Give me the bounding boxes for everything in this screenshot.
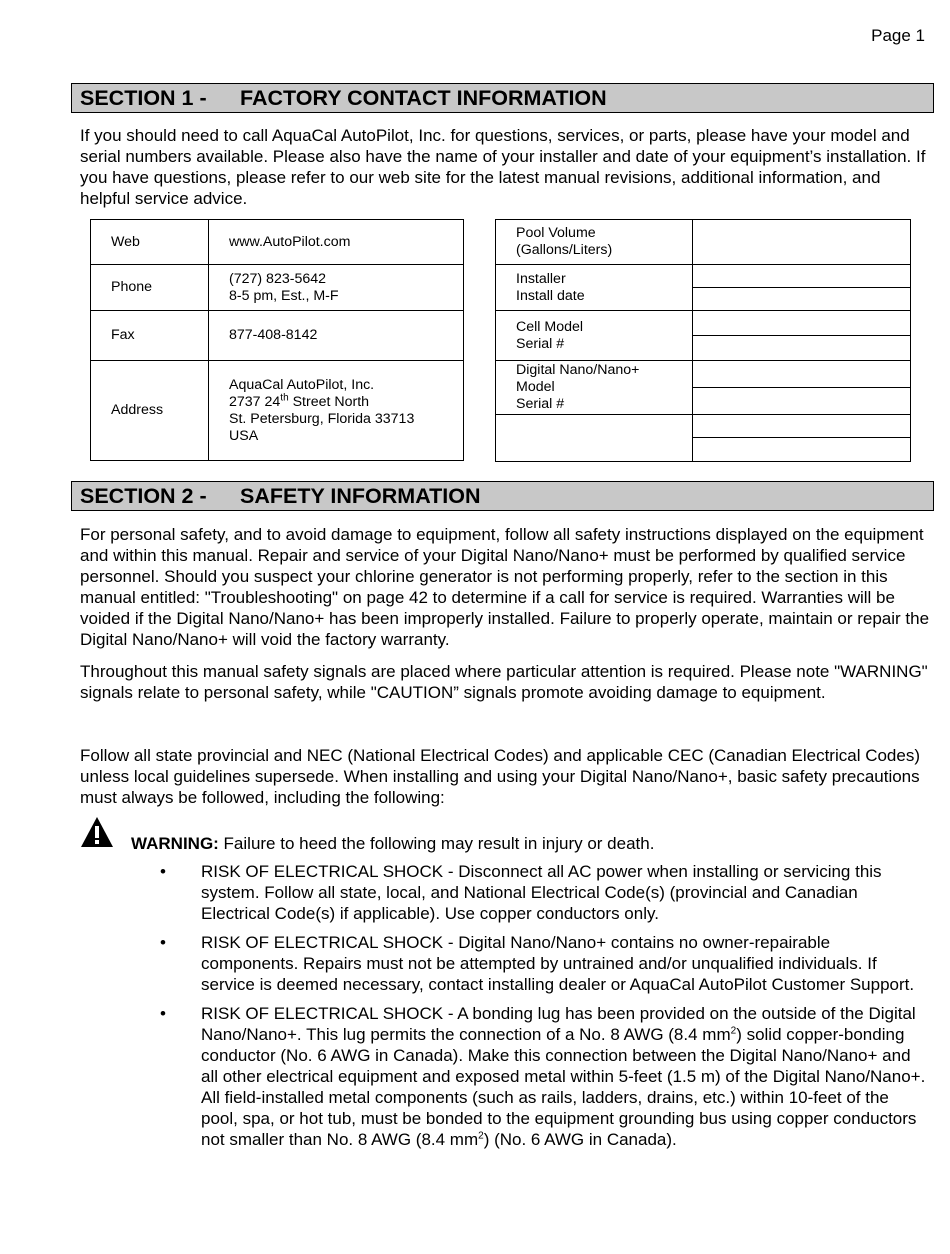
section-1-header [71, 83, 934, 113]
table-row [496, 311, 911, 336]
installer-field[interactable] [693, 265, 911, 288]
owner-info-table [495, 219, 911, 462]
section-1-intro: If you should need to call AquaCal AutoPilot, Inc. for questions, services, or parts, please have your model and serial numbers available. Please also have the name of your installer and date of your equipment’s installation. If you have questions, please refer to our web site for the latest manual revisions, additional information, and helpful service advice. [80, 126, 926, 208]
address-superscript: th [280, 391, 289, 403]
nano-serial-text: Serial # [516, 396, 565, 412]
nano-name-text: Digital Nano/Nano+ [516, 362, 640, 378]
contact-table [90, 219, 464, 461]
pool-volume-field[interactable] [693, 220, 911, 265]
list-item [160, 1003, 928, 1150]
blank-field-2[interactable] [693, 438, 911, 462]
section-1-number: SECTION 1 - [80, 86, 207, 110]
address-line-4: USA [229, 427, 259, 444]
table-row [91, 265, 464, 311]
superscript: 2 [478, 1130, 484, 1142]
blank-label [496, 415, 693, 462]
address-line-1: AquaCal AutoPilot, Inc. [229, 376, 375, 393]
phone-label: Phone [91, 265, 209, 311]
bullet-text [201, 1004, 925, 1149]
fax-value: 877-408-8142 [209, 311, 464, 361]
bullet-dot: • [160, 862, 166, 881]
phone-value [209, 265, 464, 311]
phone-hours: 8-5 pm, Est., M-F [229, 287, 339, 304]
cell-serial-text: Serial # [516, 335, 565, 352]
bullet-text-part-2: ) solid copper-bonding conductor (No. 6 AWG in Canada). Make this connection between the Digital Nano/Nano+ and all other electrical equipment and exposed metal within 5-feet (1.5 m) of the Digital Nano/Nano+. All field-installed metal components (such as rails, ladders, drains, etc.) within 10-feet of the pool, spa, or hot tub, must be bonded to the equipment grounding bus using copper conductors not smaller than No. 8 AWG (8.4 mm [201, 1025, 926, 1149]
web-value: www.AutoPilot.com [209, 220, 464, 265]
superscript: 2 [730, 1025, 737, 1037]
address-line-2 [229, 391, 462, 411]
nano-model-label [496, 361, 693, 415]
pool-volume-line-1: Pool Volume [516, 225, 596, 241]
address-line-3: St. Petersburg, Florida 33713 [229, 410, 415, 427]
section-2-title: SAFETY INFORMATION [240, 484, 481, 508]
nano-serial-field[interactable] [693, 388, 911, 415]
page-number: Page 1 [871, 26, 925, 45]
cell-model-field[interactable] [693, 311, 911, 336]
cell-model-text: Cell Model [516, 318, 584, 335]
installer-label [496, 265, 693, 311]
table-row [496, 361, 911, 388]
install-date-text: Install date [516, 287, 585, 304]
bullet-text: RISK OF ELECTRICAL SHOCK - Disconnect all AC power when installing or servicing this system. Follow all state, local, and National Electrical Code(s) (provincial and Canadian Electrical Code(s) if applicable). Use copper conductors only. [201, 862, 882, 923]
install-date-field[interactable] [693, 288, 911, 311]
table-row [496, 415, 911, 438]
nano-model-text: Model [516, 379, 555, 395]
section-2-header [71, 481, 934, 511]
address-street-number: 2737 24 [229, 393, 281, 410]
safety-paragraph-3: Follow all state provincial and NEC (National Electrical Codes) and applicable CEC (Canadian Electrical Codes) unless local guidelines supersede. When installing and using your Digital Nano/Nano+, basic safety precautions must always be followed, including the following: [80, 746, 920, 807]
address-value [209, 361, 464, 461]
warning-label: WARNING: [131, 834, 219, 853]
section-2-number: SECTION 2 - [80, 484, 207, 508]
pool-volume-label [496, 220, 693, 265]
table-row [91, 311, 464, 361]
nano-model-field[interactable] [693, 361, 911, 388]
safety-paragraph-2: Throughout this manual safety signals are placed where particular attention is required. Please note "WARNING" signals relate to personal safety, while "CAUTION” signals promote avoiding damage to equipment. [80, 662, 928, 702]
cell-model-label [496, 311, 693, 361]
bullet-text: RISK OF ELECTRICAL SHOCK - Digital Nano/Nano+ contains no owner-repairable components. Repairs must not be attempted by untrained and/or unqualified individuals. If service is deemed necessary, contact installing dealer or AquaCal AutoPilot Customer Support. [201, 933, 915, 994]
warning-text: Failure to heed the following may result in injury or death. [218, 834, 655, 853]
web-label: Web [91, 220, 209, 265]
list-item [160, 932, 928, 995]
bullet-text-part-3: ) (No. 6 AWG in Canada). [483, 1130, 677, 1149]
warning-line [131, 833, 654, 854]
address-street-name: Street North [288, 393, 370, 410]
fax-label: Fax [91, 311, 209, 361]
installer-text: Installer [516, 270, 566, 287]
table-row [91, 220, 464, 265]
blank-field-1[interactable] [693, 415, 911, 438]
bullet-dot: • [160, 933, 166, 952]
table-row [496, 265, 911, 288]
cell-serial-field[interactable] [693, 336, 911, 361]
table-row [496, 220, 911, 265]
address-label: Address [91, 361, 209, 461]
safety-paragraph-1: For personal safety, and to avoid damage to equipment, follow all safety instructions displayed on the equipment and within this manual. Repair and service of your Digital Nano/Nano+ must be performed by qualified service personnel. Should you suspect your chlorine generator is not performing properly, refer to the section in this manual entitled: "Troubleshooting" on page 42 to determine if a call for service is required. Warranties will be voided if the Digital Nano/Nano+ has been improperly installed. Failure to properly operate, maintain or repair the Digital Nano/Nano+ will void the factory warranty. [80, 525, 930, 649]
warning-triangle-icon [80, 816, 114, 848]
list-item [160, 861, 928, 924]
phone-number: (727) 823-5642 [229, 270, 327, 287]
warning-list [160, 861, 928, 1158]
pool-volume-line-2: (Gallons/Liters) [516, 242, 613, 258]
bullet-dot: • [160, 1004, 166, 1023]
section-1-title: FACTORY CONTACT INFORMATION [240, 86, 607, 110]
bullet-text-part-1: RISK OF ELECTRICAL SHOCK - A bonding lug has been provided on the outside of the Digital Nano/Nano+. This lug permits the connection of a No. 8 AWG (8.4 mm [201, 1004, 916, 1044]
table-row [91, 361, 464, 461]
